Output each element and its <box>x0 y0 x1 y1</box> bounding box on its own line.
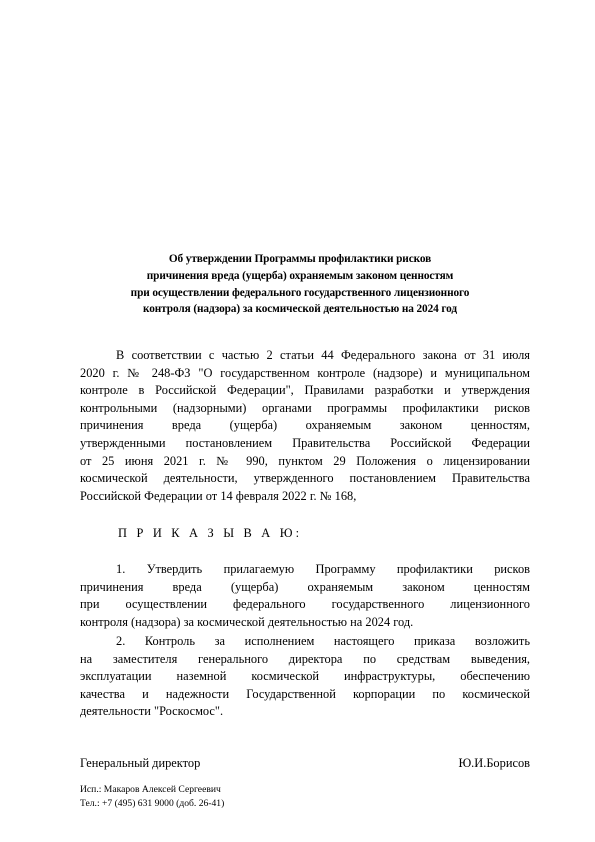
title-line: причинения вреда (ущерба) охраняемым законом ценностям <box>146 269 454 282</box>
order-item-1 <box>80 561 530 631</box>
text-line: контрольными (надзорными) органами программы профилактики рисков <box>80 400 530 415</box>
title-line: контроля (надзора) за космической деятельностью на 2024 год <box>142 303 458 316</box>
preamble-paragraph <box>80 347 530 505</box>
text-line: эксплуатации наземной космической инфраструктуры, обеспечению <box>80 669 530 684</box>
text-line: деятельности "Роскосмос". <box>80 704 224 719</box>
executor-info <box>80 783 224 810</box>
text-line: при осуществлении федерального государственного лицензионного <box>80 597 530 612</box>
text-line: 2. Контроль за исполнением настоящего приказа возложить <box>116 634 530 648</box>
text-line: утвержденными постановлением Правительства Российской Федерации <box>80 435 530 450</box>
title-line: Об утверждении Программы профилактики рисков <box>168 253 432 265</box>
title-line: при осуществлении федерального государственного лицензионного <box>130 286 470 299</box>
text-line: 2020 г. № 248-ФЗ "О государственном контроле (надзоре) и муниципальном <box>80 365 530 380</box>
text-line: от 25 июня 2021 г. № 990, пунктом 29 Положения о лицензировании <box>80 453 530 468</box>
signatory-name: Ю.И.Борисов <box>458 756 530 770</box>
text-line: причинения вреда (ущерба) охраняемым законом ценностям <box>80 579 530 594</box>
text-line: В соответствии с частью 2 статьи 44 Федерального закона от 31 июля <box>116 348 530 362</box>
order-heading: П Р И К А З Ы В А Ю: <box>118 526 303 540</box>
executor-name: Исп.: Макаров Алексей Сергеевич <box>80 784 221 795</box>
text-line: контроля (надзора) за космической деятельностью на 2024 год. <box>80 614 414 629</box>
text-line: качества и надежности Государственной корпорации по космической <box>80 686 530 701</box>
text-line: космической деятельности, утвержденного постановлением Правительства <box>80 471 530 486</box>
text-line: причинения вреда (ущерба) охраняемым законом ценностям, <box>80 418 530 433</box>
signatory-position: Генеральный директор <box>80 756 201 770</box>
order-item-2 <box>80 633 530 721</box>
text-line: 1. Утвердить прилагаемую Программу профилактики рисков <box>116 562 530 576</box>
document-title <box>70 251 530 318</box>
executor-phone: Тел.: +7 (495) 631 9000 (доб. 26-41) <box>80 797 225 809</box>
text-line: Российской Федерации от 14 февраля 2022 г. № 168, <box>80 488 357 503</box>
text-line: контроле в Российской Федерации", Правилами разработки и утверждения <box>80 383 530 398</box>
text-line: на заместителя генерального директора по средствам выведения, <box>80 651 530 666</box>
